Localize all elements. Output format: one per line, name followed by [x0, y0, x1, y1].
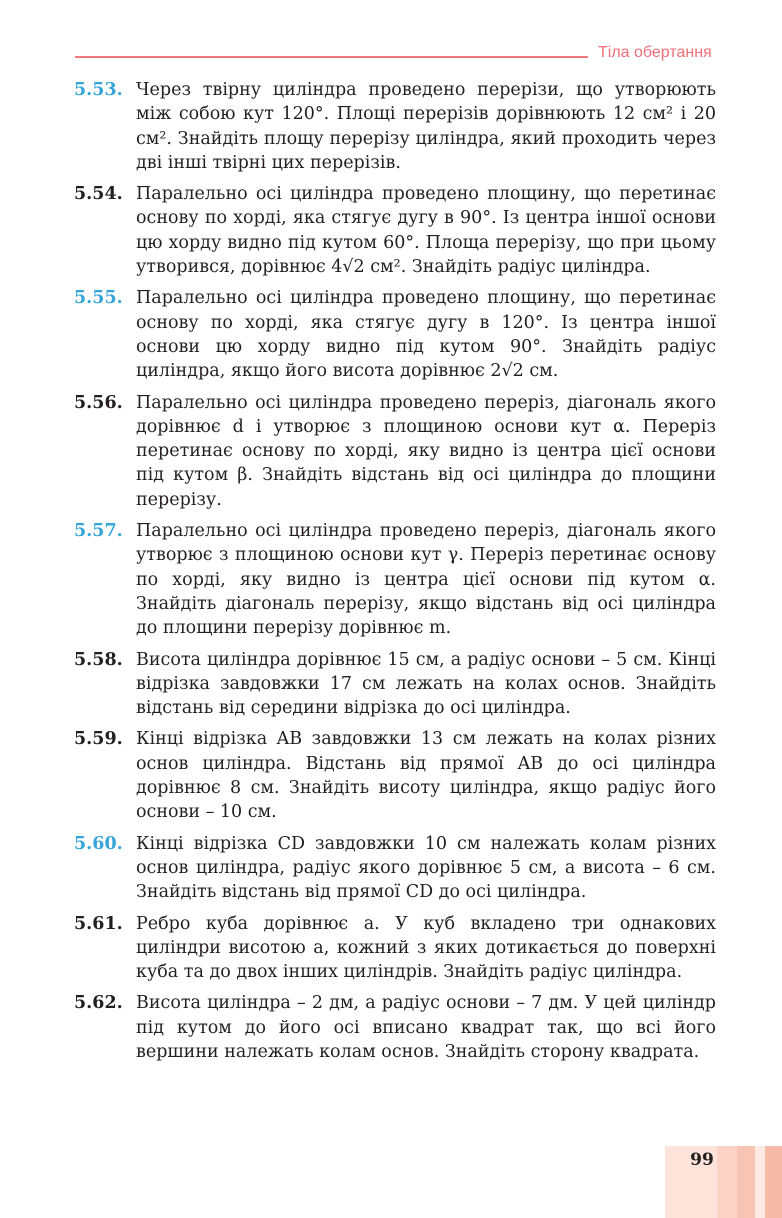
- problem-item: [74, 286, 716, 383]
- problem-item: [74, 832, 716, 905]
- problem-text: Висота циліндра – 2 дм, а радіус основи – 7 дм. У цей циліндр під кутом до його осі вписано квадрат так, що всі його вершини належать колам основ. Знайдіть сторону квадрата.: [136, 993, 716, 1062]
- problem-item: [74, 519, 716, 640]
- problem-text: Висота циліндра дорівнює 15 см, а радіус основи – 5 см. Кінці відрізка завдовжки 17 см лежать на колах основ. Знайдіть відстань від середини відрізка до осі циліндра.: [136, 649, 716, 719]
- problem-number: 5.62.: [74, 993, 123, 1014]
- problem-number: 5.59.: [74, 729, 123, 750]
- problem-text: Через твірну циліндра проведено перерізи, що утворюють між собою кут 120°. Площі перерізів дорівнюють 12 см² і 20 см². Знайдіть площу перерізу циліндра, який проходить через дві інші твірні цих перерізів.: [136, 80, 716, 173]
- problem-number: 5.61.: [74, 913, 123, 934]
- problem-item: [74, 78, 716, 175]
- problem-item: [74, 991, 716, 1064]
- problem-item: [74, 912, 716, 985]
- problem-item: [74, 648, 716, 721]
- problem-text: Кінці відрізка CD завдовжки 10 см належать колам різних основ циліндра, радіус якого дорівнює 5 см, а висота – 6 см. Знайдіть відстань від прямої CD до осі циліндра.: [136, 833, 716, 903]
- problem-text: Ребро куба дорівнює a. У куб вкладено три однакових циліндри висотою a, кожний з яких дотикається до поверхні куба та до двох інших циліндрів. Знайдіть радіус циліндра.: [136, 913, 716, 983]
- problem-number: 5.53.: [74, 80, 123, 100]
- problem-number: 5.56.: [74, 392, 123, 413]
- problem-number: 5.54.: [74, 184, 123, 205]
- problem-list: [74, 78, 716, 1064]
- problem-number: 5.60.: [74, 833, 123, 854]
- problem-text: Паралельно осі циліндра проведено площину, що перетинає основу по хорді, яка стягує дугу в 90°. Із центра іншої основи цю хорду видно під кутом 60°. Площа перерізу, що при цьому утворився, дорівнює 4√2 см². Знайдіть радіус циліндра.: [136, 184, 716, 278]
- problem-item: [74, 182, 716, 279]
- problem-text: Паралельно осі циліндра проведено площину, що перетинає основу по хорді, яка стягує дугу в 120°. Із центра іншої основи цю хорду видно під кутом 90°. Знайдіть радіус циліндра, якщо його висота дорівнює 2√2 см.: [136, 288, 716, 382]
- problem-text: Паралельно осі циліндра проведено переріз, діагональ якого дорівнює d і утворює з площиною основи кут α. Переріз перетинає основу по хорді, яку видно із центра цієї основи під кутом β. Знайдіть відстань від осі циліндра до площини перерізу.: [136, 392, 716, 510]
- problem-number: 5.58.: [74, 649, 123, 670]
- problem-item: [74, 727, 716, 824]
- problem-text: Паралельно осі циліндра проведено переріз, діагональ якого утворює з площиною основи кут γ. Переріз перетинає основу по хорді, яку видно із центра цієї основи під кутом α. Знайдіть діагональ перерізу, якщо відстань від осі циліндра до площини перерізу дорівнює m.: [136, 521, 716, 639]
- section-title: Тіла обертання: [598, 44, 712, 61]
- problem-number: 5.55.: [74, 288, 123, 309]
- header-rule: [75, 56, 588, 58]
- problem-text: Кінці відрізка AB завдовжки 13 см лежать на колах різних основ циліндра. Відстань від прямої AB до осі циліндра дорівнює 8 см. Знайдіть висоту циліндра, якщо радіус його основи – 10 см.: [136, 729, 716, 823]
- problem-number: 5.57.: [74, 521, 123, 542]
- problem-item: [74, 391, 716, 512]
- page-number: 99: [690, 1150, 714, 1170]
